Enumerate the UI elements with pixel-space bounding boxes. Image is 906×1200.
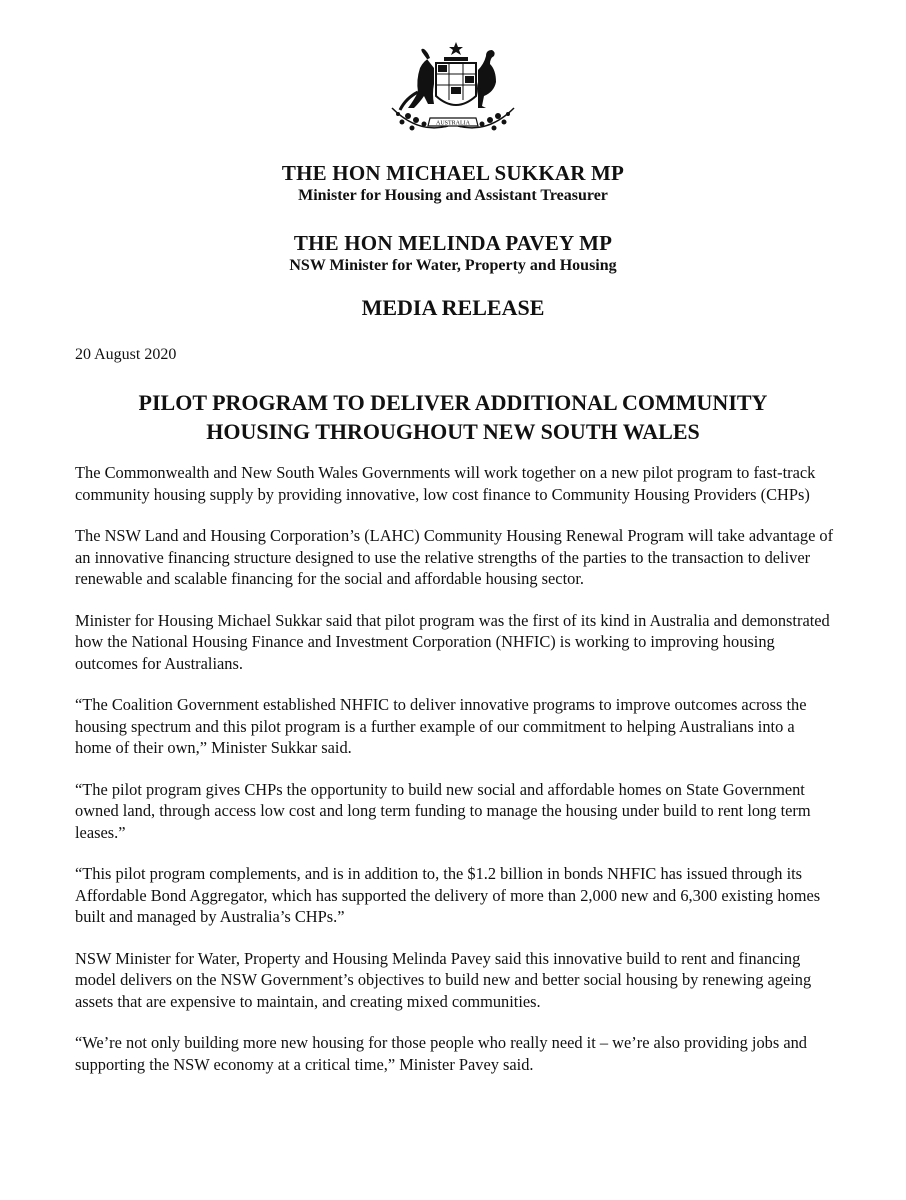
- coat-of-arms-icon: [378, 38, 528, 138]
- crest-scroll-text: AUSTRALIA: [436, 120, 470, 127]
- body-paragraph: “The pilot program gives CHPs the opportunity to build new social and affordable homes on State Government owned land, through access low cost and long term funding to manage the housing under build to rent long term leases.”: [75, 779, 811, 842]
- body-paragraph: “We’re not only building more new housing for those people who really need it – we’re also providing jobs and supporting the NSW economy at a critical time,” Minister Pavey said.: [75, 1033, 807, 1074]
- minister-title-1: Minister for Housing and Assistant Treasurer: [298, 187, 608, 204]
- minister-name-1: THE HON MICHAEL SUKKAR MP: [281, 161, 625, 185]
- body-paragraph: “The Coalition Government established NHFIC to deliver innovative programs to improve outcomes across the housing spectrum and this pilot program is a further example of our commitment to helping Australians into a home of their own,” Minister Sukkar said.: [75, 695, 807, 757]
- body-paragraph: The Commonwealth and New South Wales Governments will work together on a new pilot program to fast-track community housing supply by providing innovative, low cost finance to Community Housing Providers (CHPs): [75, 463, 816, 504]
- body-paragraph: Minister for Housing Michael Sukkar said that pilot program was the first of its kind in Australia and demonstrated how the National Housing Finance and Investment Corporation (NHFIC) is working to improving housing outcomes for Australians.: [75, 610, 830, 673]
- headline: [0, 388, 906, 446]
- minister-block-1: [0, 160, 906, 206]
- release-date: 20 August 2020: [75, 346, 177, 363]
- release-body: [75, 462, 835, 1095]
- body-paragraph: NSW Minister for Water, Property and Housing Melinda Pavey said this innovative build to rent and financing model delivers on the NSW Government’s objectives to build new and better social housing by renewing ageing assets that are expensive to maintain, and creating mixed communities.: [75, 948, 812, 1011]
- body-paragraph: “This pilot program complements, and is in addition to, the $1.2 billion in bonds NHFIC has issued through its Affordable Bond Aggregator, which has supported the delivery of more than 2,000 new and 6,300 existing homes built and managed by Australia’s CHPs.”: [75, 864, 821, 926]
- minister-title-2: NSW Minister for Water, Property and Housing: [289, 257, 617, 274]
- media-release-label: MEDIA RELEASE: [361, 295, 545, 320]
- headline-line-2: HOUSING THROUGHOUT NEW SOUTH WALES: [206, 419, 700, 444]
- minister-block-2: [0, 230, 906, 276]
- headline-line-1: PILOT PROGRAM TO DELIVER ADDITIONAL COMMUNITY: [138, 390, 768, 415]
- coat-of-arms-emblem: [378, 38, 528, 138]
- minister-name-2: THE HON MELINDA PAVEY MP: [293, 231, 613, 255]
- body-paragraph: The NSW Land and Housing Corporation’s (LAHC) Community Housing Renewal Program will take advantage of an innovative financing structure designed to use the relative strengths of the parties to the transaction to deliver renewable and scalable financing for the social and affordable housing sector.: [75, 526, 834, 588]
